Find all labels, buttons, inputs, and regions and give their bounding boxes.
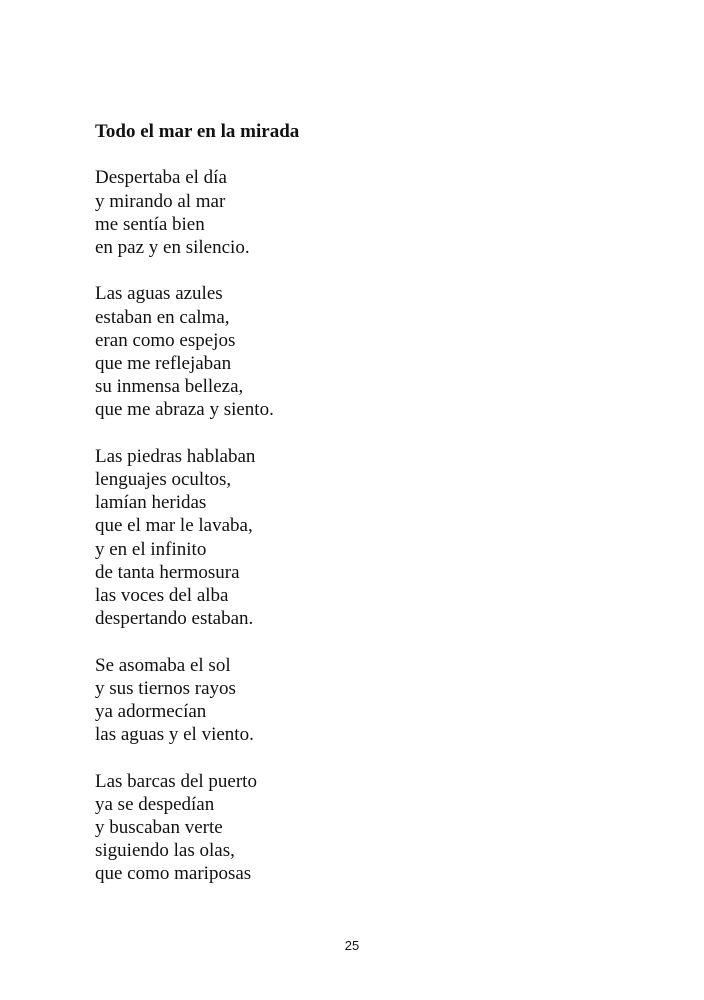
poem-line: que me reflejaban	[95, 353, 232, 374]
stanza-2	[95, 282, 655, 421]
poem-line: despertando estaban.	[95, 608, 254, 630]
poem-line: y mirando al mar	[95, 190, 226, 212]
poem-line: Despertaba el día	[95, 167, 227, 189]
poem-line: que como mariposas	[95, 863, 252, 885]
poem-line: Se asomaba el sol	[95, 654, 231, 676]
poem-line: lamían heridas	[95, 492, 207, 514]
poem-line: que el mar le lavaba,	[95, 515, 253, 537]
poem-title: Todo el mar en la mirada	[95, 121, 300, 142]
poem-line: Las aguas azules	[95, 283, 223, 305]
poem-line: en paz y en silencio.	[95, 237, 250, 258]
stanza-3	[95, 445, 655, 631]
poem-line: y buscaban verte	[95, 817, 223, 839]
poem-line: y sus tiernos rayos	[95, 677, 236, 699]
poem-line: que me abraza y siento.	[95, 399, 274, 421]
poem-line: ya se despedían	[95, 793, 215, 815]
stanza-4	[95, 654, 655, 747]
poem-line: de tanta hermosura	[95, 561, 240, 583]
poem-line: las voces del alba	[95, 585, 229, 607]
poem-line: y en el infinito	[95, 538, 207, 560]
poem-line: ya adormecían	[95, 701, 207, 723]
stanza-1	[95, 166, 655, 259]
poem-line: me sentía bien	[95, 213, 205, 235]
stanza-5	[95, 770, 655, 886]
poem-line: eran como espejos	[95, 329, 236, 351]
poem-line: su inmensa belleza,	[95, 376, 244, 398]
page-number: 25	[344, 938, 360, 953]
poem-line: estaban en calma,	[95, 306, 230, 328]
poem-line: las aguas y el viento.	[95, 724, 254, 746]
poem-line: lenguajes ocultos,	[95, 469, 232, 490]
poem-line: Las barcas del puerto	[95, 770, 257, 792]
poem	[95, 120, 655, 909]
poem-line: Las piedras hablaban	[95, 445, 256, 467]
poem-line: siguiendo las olas,	[95, 840, 235, 862]
